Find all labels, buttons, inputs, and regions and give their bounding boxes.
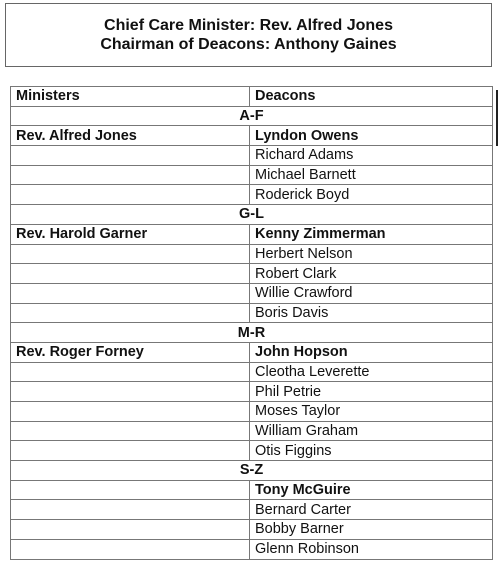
deacon-cell: Moses Taylor (250, 402, 493, 422)
table-row (11, 362, 493, 382)
table-row (11, 520, 493, 540)
chairman-of-deacons-title: Chairman of Deacons: Anthony Gaines (100, 36, 397, 53)
empty-minister-cell (11, 421, 250, 441)
table-row (11, 126, 493, 146)
table-row (11, 500, 493, 520)
empty-minister-cell (11, 303, 250, 323)
lead-deacon-cell: Lyndon Owens (250, 126, 493, 146)
table-row (11, 382, 493, 402)
table-row (11, 441, 493, 461)
table-row (11, 480, 493, 500)
table-row (11, 224, 493, 244)
empty-minister-cell (11, 520, 250, 540)
table-row (11, 283, 493, 303)
deacon-cell: Otis Figgins (250, 441, 493, 461)
empty-minister-cell (11, 500, 250, 520)
empty-minister-cell (11, 382, 250, 402)
empty-minister-cell (11, 441, 250, 461)
group-range-row (11, 461, 493, 481)
group-range-row (11, 205, 493, 225)
empty-minister-cell (11, 539, 250, 559)
empty-minister-cell (11, 185, 250, 205)
table-row (11, 264, 493, 284)
table-row (11, 185, 493, 205)
ministers-deacons-table (10, 86, 493, 560)
table-row (11, 165, 493, 185)
deacon-cell: Herbert Nelson (250, 244, 493, 264)
group-range-label: M-R (11, 323, 493, 343)
deacon-cell: William Graham (250, 421, 493, 441)
table-row (11, 539, 493, 559)
deacon-cell: Roderick Boyd (250, 185, 493, 205)
empty-minister-cell (11, 146, 250, 166)
deacon-cell: Richard Adams (250, 146, 493, 166)
deacon-cell: Bobby Barner (250, 520, 493, 540)
group-range-row (11, 106, 493, 126)
deacon-cell: Phil Petrie (250, 382, 493, 402)
deacon-cell: Willie Crawford (250, 283, 493, 303)
minister-cell: Rev. Harold Garner (11, 224, 250, 244)
deacon-cell: Michael Barnett (250, 165, 493, 185)
lead-deacon-cell: Kenny Zimmerman (250, 224, 493, 244)
deacons-column-header: Deacons (250, 87, 493, 107)
deacon-cell: Cleotha Leverette (250, 362, 493, 382)
table-row (11, 244, 493, 264)
group-range-label: S-Z (11, 461, 493, 481)
table-row (11, 421, 493, 441)
empty-minister-cell (11, 264, 250, 284)
deacon-cell: Bernard Carter (250, 500, 493, 520)
empty-minister-cell (11, 362, 250, 382)
table-row (11, 402, 493, 422)
minister-cell: Rev. Alfred Jones (11, 126, 250, 146)
lead-deacon-cell: John Hopson (250, 342, 493, 362)
header-box (5, 3, 492, 67)
chief-care-minister-title: Chief Care Minister: Rev. Alfred Jones (104, 17, 393, 34)
group-range-label: A-F (11, 106, 493, 126)
group-range-row (11, 323, 493, 343)
empty-minister-cell (11, 402, 250, 422)
deacon-cell: Robert Clark (250, 264, 493, 284)
ministers-column-header: Ministers (11, 87, 250, 107)
side-rule (496, 90, 498, 146)
table-row (11, 303, 493, 323)
table-row (11, 342, 493, 362)
table-header-row (11, 87, 493, 107)
table-row (11, 146, 493, 166)
minister-cell: Rev. Roger Forney (11, 342, 250, 362)
empty-minister-cell (11, 244, 250, 264)
minister-cell (11, 480, 250, 500)
deacon-cell: Boris Davis (250, 303, 493, 323)
lead-deacon-cell: Tony McGuire (250, 480, 493, 500)
deacon-cell: Glenn Robinson (250, 539, 493, 559)
empty-minister-cell (11, 165, 250, 185)
empty-minister-cell (11, 283, 250, 303)
group-range-label: G-L (11, 205, 493, 225)
